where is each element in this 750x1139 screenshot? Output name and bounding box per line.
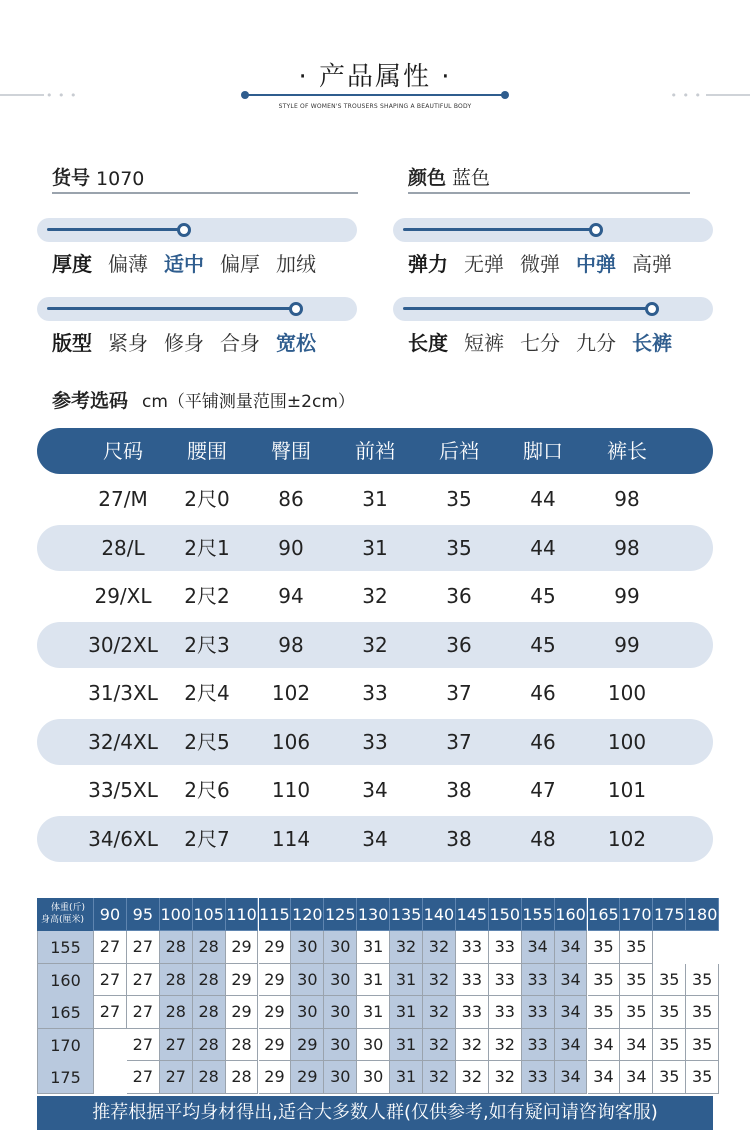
size-table-cell: 86 — [278, 487, 304, 511]
elasticity-option: 中弹 — [576, 252, 616, 276]
grid-corner-height: 身高(厘米) — [41, 915, 85, 925]
thickness-level-fill — [47, 228, 184, 231]
grid-cell: 29 — [259, 964, 292, 997]
size-table-cell: 35 — [446, 487, 472, 511]
grid-cell — [686, 931, 719, 964]
grid-cell: 34 — [555, 964, 588, 997]
grid-cell: 35 — [686, 1029, 719, 1062]
grid-cell: 35 — [653, 1029, 686, 1062]
size-table-cell: 94 — [278, 584, 304, 608]
grid-cell: 28 — [193, 1061, 226, 1094]
fit-level-knob — [289, 302, 303, 316]
size-table-row — [37, 476, 713, 522]
grid-cell: 27 — [160, 1061, 193, 1094]
size-table-cell: 98 — [614, 535, 640, 560]
grid-cell: 34 — [555, 931, 588, 964]
size-header-cell: 裤长 — [607, 439, 647, 463]
length-level-knob — [645, 302, 659, 316]
grid-height-header: 155 — [37, 931, 94, 964]
grid-weight-header: 155 — [522, 898, 555, 931]
grid-cell: 29 — [259, 931, 292, 964]
grid-cell: 35 — [653, 1061, 686, 1094]
size-table-cell: 31 — [362, 535, 388, 560]
grid-cell: 33 — [522, 996, 555, 1029]
header-dots-left: • • • — [46, 89, 78, 102]
size-table-row — [37, 719, 713, 765]
grid-cell: 31 — [390, 996, 423, 1029]
grid-cell: 31 — [390, 1029, 423, 1062]
grid-cell: 30 — [324, 1029, 357, 1062]
elasticity-option: 微弹 — [520, 252, 560, 276]
header-line-left — [0, 94, 44, 96]
grid-cell: 29 — [226, 996, 259, 1029]
elasticity-options — [408, 248, 688, 277]
size-table-cell: 32 — [362, 584, 388, 608]
header-line-right — [706, 94, 750, 96]
item-number-field — [52, 166, 358, 194]
grid-cell: 27 — [127, 1061, 160, 1094]
fit-option: 紧身 — [108, 331, 148, 355]
grid-cell: 32 — [423, 1061, 456, 1094]
grid-weight-header: 90 — [94, 898, 127, 931]
grid-cell — [94, 1061, 127, 1094]
size-header-cell: 前裆 — [355, 439, 395, 463]
grid-cell: 34 — [588, 1029, 621, 1062]
grid-cell: 32 — [390, 931, 423, 964]
fit-option: 宽松 — [276, 331, 316, 355]
size-table-cell: 2尺4 — [184, 681, 230, 705]
elasticity-level-bar — [393, 218, 713, 242]
size-table-cell: 2尺7 — [184, 826, 230, 851]
grid-height-header: 165 — [37, 996, 94, 1029]
size-table-cell: 101 — [607, 778, 647, 802]
size-table-cell: 27/M — [98, 487, 148, 511]
grid-cell: 29 — [259, 1029, 292, 1062]
fit-level-bar — [37, 297, 357, 321]
grid-cell: 34 — [522, 931, 555, 964]
size-table-cell: 37 — [446, 681, 472, 705]
grid-weight-header: 110 — [226, 898, 259, 931]
size-table-cell: 34/6XL — [88, 826, 158, 851]
grid-weight-header: 105 — [193, 898, 226, 931]
grid-cell — [653, 931, 686, 964]
size-table-cell: 38 — [446, 826, 472, 851]
grid-cell: 30 — [324, 1061, 357, 1094]
size-table-cell: 47 — [530, 778, 556, 802]
size-table-cell: 33/5XL — [88, 778, 158, 802]
grid-cell: 35 — [620, 964, 653, 997]
grid-cell: 28 — [160, 964, 193, 997]
grid-cell: 29 — [226, 964, 259, 997]
grid-cell: 27 — [127, 1029, 160, 1062]
fit-label: 版型 — [52, 331, 92, 355]
header-dots-right: • • • — [670, 89, 702, 102]
grid-cell: 27 — [160, 1029, 193, 1062]
grid-cell: 28 — [193, 1029, 226, 1062]
grid-cell: 35 — [686, 996, 719, 1029]
size-table-cell: 98 — [614, 487, 640, 511]
grid-cell: 33 — [522, 1029, 555, 1062]
size-table-cell: 99 — [614, 632, 640, 657]
grid-cell: 28 — [226, 1029, 259, 1062]
size-table-cell: 46 — [530, 681, 556, 705]
grid-cell: 30 — [357, 1061, 390, 1094]
size-table-cell: 100 — [607, 681, 647, 705]
size-table-row — [37, 670, 713, 716]
grid-weight-header: 165 — [588, 898, 621, 931]
page-title: · 产品属性 · — [298, 62, 452, 92]
size-header-cell: 臀围 — [271, 439, 311, 463]
reference-heading — [52, 386, 355, 413]
grid-height-header: 160 — [37, 964, 94, 997]
thickness-level-knob — [177, 223, 191, 237]
size-table-cell: 33 — [362, 729, 388, 754]
grid-weight-header: 100 — [160, 898, 193, 931]
grid-cell: 30 — [291, 996, 324, 1029]
size-table-cell: 2尺0 — [184, 487, 230, 511]
grid-weight-header: 130 — [357, 898, 390, 931]
size-table-cell: 34 — [362, 778, 388, 802]
size-table-cell: 2尺5 — [184, 729, 230, 754]
size-table-cell: 2尺2 — [184, 584, 230, 608]
size-table-row — [37, 816, 713, 862]
grid-cell: 34 — [555, 1061, 588, 1094]
size-table-cell: 32/4XL — [88, 729, 158, 754]
size-table-cell: 30/2XL — [88, 632, 158, 657]
color-field — [408, 166, 690, 194]
length-level-bar — [393, 297, 713, 321]
grid-cell: 33 — [456, 996, 489, 1029]
grid-cell: 34 — [555, 1029, 588, 1062]
grid-cell: 32 — [423, 931, 456, 964]
grid-cell: 33 — [456, 964, 489, 997]
thickness-options — [52, 248, 332, 277]
grid-height-header: 170 — [37, 1029, 94, 1062]
grid-cell: 35 — [588, 931, 621, 964]
grid-cell: 32 — [489, 1029, 522, 1062]
grid-cell: 30 — [324, 931, 357, 964]
elasticity-option: 高弹 — [632, 252, 672, 276]
size-table-header — [37, 428, 713, 474]
size-table-cell: 46 — [530, 729, 556, 754]
grid-cell: 35 — [620, 996, 653, 1029]
size-table-row — [37, 767, 713, 813]
grid-cell: 31 — [357, 964, 390, 997]
size-table-row — [37, 622, 713, 668]
size-table-cell: 44 — [530, 535, 556, 560]
grid-cell: 32 — [423, 996, 456, 1029]
thickness-level-bar — [37, 218, 357, 242]
grid-footer-note: 推荐根据平均身材得出,适合大多数人群(仅供参考,如有疑问请咨询客服) — [37, 1096, 713, 1130]
reference-unit-note: cm（平铺测量范围±2cm） — [142, 392, 355, 412]
size-table-cell: 106 — [271, 729, 311, 754]
reference-title: 参考选码 — [52, 390, 129, 412]
elasticity-level-knob — [589, 223, 603, 237]
grid-weight-header: 140 — [423, 898, 456, 931]
length-option: 九分 — [576, 331, 616, 355]
length-option: 短裤 — [464, 331, 504, 355]
size-table-cell: 38 — [446, 778, 472, 802]
grid-cell: 30 — [291, 931, 324, 964]
size-table-cell: 99 — [614, 584, 640, 608]
grid-cell: 28 — [193, 964, 226, 997]
grid-cell: 28 — [160, 931, 193, 964]
elasticity-level-fill — [403, 228, 596, 231]
grid-weight-header: 120 — [291, 898, 324, 931]
grid-cell: 32 — [423, 1029, 456, 1062]
size-table-cell: 36 — [446, 632, 472, 657]
header-line-center — [245, 94, 505, 96]
grid-cell: 28 — [160, 996, 193, 1029]
grid-cell: 27 — [127, 996, 160, 1029]
grid-cell: 34 — [620, 1061, 653, 1094]
size-table-cell: 45 — [530, 632, 556, 657]
size-table-cell: 2尺3 — [184, 632, 230, 657]
size-table-cell: 31/3XL — [88, 681, 158, 705]
size-header-cell: 后裆 — [439, 439, 479, 463]
grid-cell: 32 — [423, 964, 456, 997]
size-table-cell: 35 — [446, 535, 472, 560]
fit-option: 合身 — [220, 331, 260, 355]
size-table-cell: 33 — [362, 681, 388, 705]
grid-cell: 31 — [390, 964, 423, 997]
size-table-cell: 98 — [278, 632, 304, 657]
size-table-row — [37, 525, 713, 571]
grid-cell: 27 — [94, 996, 127, 1029]
grid-cell: 28 — [193, 996, 226, 1029]
grid-weight-header: 180 — [686, 898, 719, 931]
elasticity-option: 无弹 — [464, 252, 504, 276]
size-table-cell: 45 — [530, 584, 556, 608]
item-number-value: 1070 — [96, 168, 145, 190]
size-table-cell: 36 — [446, 584, 472, 608]
color-value: 蓝色 — [452, 167, 491, 189]
size-table-cell: 110 — [271, 778, 311, 802]
fit-option: 修身 — [164, 331, 204, 355]
grid-weight-header: 115 — [259, 898, 292, 931]
size-table-cell: 114 — [271, 826, 311, 851]
grid-weight-header: 170 — [620, 898, 653, 931]
grid-cell: 33 — [489, 931, 522, 964]
grid-cell: 29 — [259, 996, 292, 1029]
grid-cell — [94, 1029, 127, 1062]
grid-cell: 35 — [686, 964, 719, 997]
length-options — [408, 327, 688, 356]
grid-weight-header: 125 — [324, 898, 357, 931]
grid-cell: 35 — [588, 996, 621, 1029]
size-table-cell: 48 — [530, 826, 556, 851]
grid-cell: 32 — [456, 1029, 489, 1062]
length-label: 长度 — [408, 331, 448, 355]
size-header-cell: 尺码 — [103, 439, 143, 463]
length-option: 七分 — [520, 331, 560, 355]
grid-cell: 27 — [94, 931, 127, 964]
size-table-cell: 34 — [362, 826, 388, 851]
size-table-cell: 37 — [446, 729, 472, 754]
grid-cell: 32 — [456, 1061, 489, 1094]
grid-corner — [37, 898, 94, 931]
grid-cell: 35 — [620, 931, 653, 964]
size-table-cell: 90 — [278, 535, 304, 560]
grid-cell: 29 — [291, 1029, 324, 1062]
grid-cell: 33 — [522, 964, 555, 997]
grid-cell: 30 — [324, 996, 357, 1029]
grid-cell: 27 — [94, 964, 127, 997]
grid-weight-header: 150 — [489, 898, 522, 931]
grid-weight-header: 145 — [456, 898, 489, 931]
thickness-option: 加绒 — [276, 252, 316, 276]
elasticity-label: 弹力 — [408, 252, 448, 276]
grid-cell: 34 — [588, 1061, 621, 1094]
size-table-cell: 31 — [362, 487, 388, 511]
size-header-cell: 脚口 — [523, 439, 563, 463]
grid-cell: 33 — [489, 996, 522, 1029]
size-header-cell: 腰围 — [187, 439, 227, 463]
grid-cell: 35 — [653, 996, 686, 1029]
grid-weight-header: 95 — [127, 898, 160, 931]
size-table-cell: 102 — [271, 681, 311, 705]
size-table-cell: 2尺1 — [184, 535, 230, 560]
grid-cell: 34 — [555, 996, 588, 1029]
size-table-row — [37, 573, 713, 619]
grid-cell: 30 — [357, 1029, 390, 1062]
grid-cell: 31 — [390, 1061, 423, 1094]
item-number-label: 货号 — [52, 167, 91, 189]
color-label: 颜色 — [408, 167, 447, 189]
grid-cell: 34 — [620, 1029, 653, 1062]
grid-cell: 27 — [127, 964, 160, 997]
grid-cell: 33 — [489, 964, 522, 997]
size-table-cell: 28/L — [101, 535, 145, 560]
grid-cell: 29 — [226, 931, 259, 964]
grid-cell: 28 — [193, 931, 226, 964]
grid-corner-weight: 体重(斤) — [51, 903, 86, 913]
size-table-cell: 32 — [362, 632, 388, 657]
size-table-cell: 100 — [607, 729, 647, 754]
grid-weight-header: 135 — [390, 898, 423, 931]
thickness-option: 偏厚 — [220, 252, 260, 276]
size-table-cell: 2尺6 — [184, 778, 230, 802]
size-table-cell: 102 — [607, 826, 647, 851]
size-table-cell: 44 — [530, 487, 556, 511]
grid-cell: 35 — [588, 964, 621, 997]
grid-cell: 35 — [653, 964, 686, 997]
grid-cell: 29 — [291, 1061, 324, 1094]
fit-level-fill — [47, 307, 296, 310]
thickness-option: 适中 — [164, 252, 204, 276]
length-level-fill — [403, 307, 652, 310]
grid-cell: 30 — [324, 964, 357, 997]
size-table-cell: 29/XL — [94, 584, 152, 608]
grid-cell: 33 — [522, 1061, 555, 1094]
fit-options — [52, 327, 332, 356]
grid-cell: 31 — [357, 996, 390, 1029]
grid-cell: 30 — [291, 964, 324, 997]
grid-cell: 33 — [456, 931, 489, 964]
page-subtitle: STYLE OF WOMEN'S TROUSERS SHAPING A BEAUTIFUL BODY — [278, 103, 472, 110]
grid-cell: 29 — [259, 1061, 292, 1094]
grid-cell: 35 — [686, 1061, 719, 1094]
grid-weight-header: 160 — [555, 898, 588, 931]
grid-cell: 27 — [127, 931, 160, 964]
grid-cell: 31 — [357, 931, 390, 964]
grid-cell: 28 — [226, 1061, 259, 1094]
thickness-label: 厚度 — [52, 252, 92, 276]
thickness-option: 偏薄 — [108, 252, 148, 276]
grid-weight-header: 175 — [653, 898, 686, 931]
grid-height-header: 175 — [37, 1061, 94, 1094]
length-option: 长裤 — [632, 331, 672, 355]
grid-cell: 32 — [489, 1061, 522, 1094]
